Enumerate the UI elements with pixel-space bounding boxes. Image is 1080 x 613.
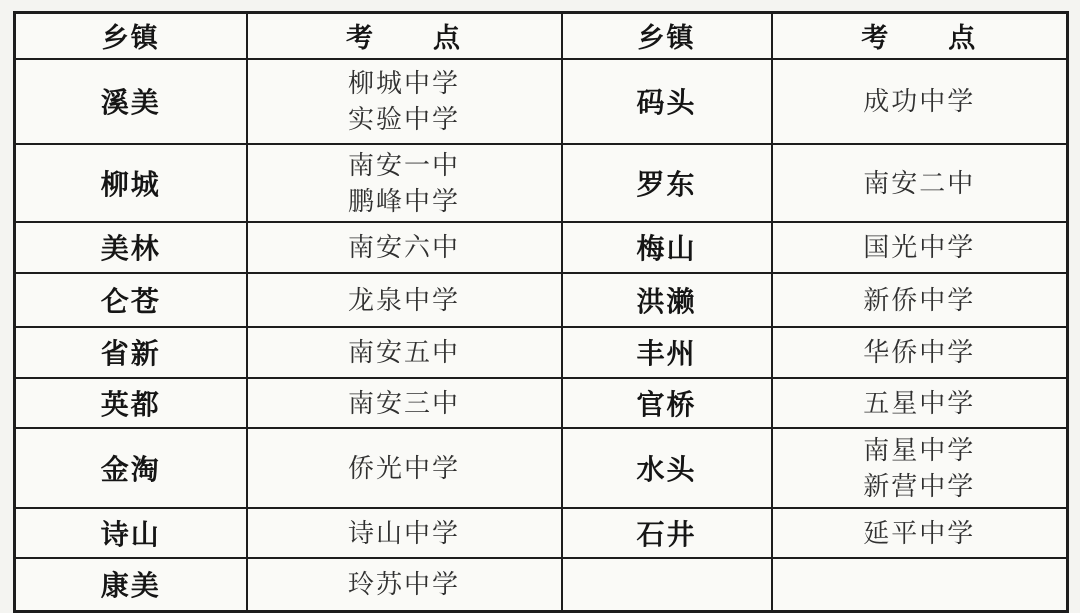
town-cell: 仑苍 <box>15 273 247 327</box>
exam-table-body <box>15 59 1068 612</box>
town-cell: 官桥 <box>562 378 772 428</box>
site-line: 南安二中 <box>863 167 976 198</box>
town-cell: 康美 <box>15 558 247 612</box>
table-row <box>15 508 1068 558</box>
table-row <box>15 558 1068 612</box>
site-cell <box>247 59 562 144</box>
site-cell <box>247 428 562 508</box>
header-town-left: 乡镇 <box>15 13 247 59</box>
site-line: 玲苏中学 <box>347 569 460 600</box>
site-line: 诗山中学 <box>347 517 460 548</box>
site-cell <box>247 327 562 378</box>
town-cell: 美林 <box>15 222 247 273</box>
town-cell: 英都 <box>15 378 247 428</box>
site-line: 南星中学 <box>863 434 976 465</box>
site-cell <box>247 378 562 428</box>
site-cell <box>247 222 562 273</box>
site-cell <box>772 508 1068 558</box>
town-cell: 水头 <box>562 428 772 508</box>
site-line: 鹏峰中学 <box>347 185 460 216</box>
site-line: 延平中学 <box>863 517 976 548</box>
town-cell: 诗山 <box>15 508 247 558</box>
site-line: 国光中学 <box>863 232 976 262</box>
site-cell <box>772 558 1068 612</box>
site-line: 新侨中学 <box>863 284 976 315</box>
header-site-left: 考 点 <box>247 13 562 59</box>
table-row <box>15 327 1068 378</box>
site-line: 新营中学 <box>863 470 976 501</box>
site-line: 龙泉中学 <box>347 284 460 315</box>
site-line: 华侨中学 <box>863 337 976 367</box>
site-cell <box>247 558 562 612</box>
town-cell: 柳城 <box>15 144 247 222</box>
site-cell <box>772 327 1068 378</box>
town-cell: 溪美 <box>15 59 247 144</box>
table-header <box>15 13 1068 59</box>
town-cell: 梅山 <box>562 222 772 273</box>
town-cell: 丰州 <box>562 327 772 378</box>
site-line: 成功中学 <box>863 86 976 116</box>
header-town-right: 乡镇 <box>562 13 772 59</box>
town-cell: 罗东 <box>562 144 772 222</box>
exam-sites-table-wrap <box>13 11 1069 613</box>
table-row <box>15 222 1068 273</box>
town-cell <box>562 558 772 612</box>
table-row <box>15 378 1068 428</box>
header-site-right: 考 点 <box>772 13 1068 59</box>
site-line: 实验中学 <box>347 104 460 134</box>
town-cell: 码头 <box>562 59 772 144</box>
site-line: 侨光中学 <box>347 452 460 483</box>
town-cell: 石井 <box>562 508 772 558</box>
exam-sites-table <box>13 11 1069 613</box>
town-cell: 省新 <box>15 327 247 378</box>
site-cell <box>772 378 1068 428</box>
site-line: 南安五中 <box>347 337 460 367</box>
site-line: 南安一中 <box>347 149 460 180</box>
town-cell: 洪濑 <box>562 273 772 327</box>
table-row <box>15 59 1068 144</box>
town-cell: 金淘 <box>15 428 247 508</box>
site-line: 南安三中 <box>347 387 460 418</box>
site-cell <box>247 144 562 222</box>
site-line: 五星中学 <box>863 387 976 418</box>
site-cell <box>772 428 1068 508</box>
header-row <box>15 13 1068 59</box>
site-line: 柳城中学 <box>347 68 460 98</box>
site-cell <box>772 144 1068 222</box>
table-row <box>15 144 1068 222</box>
site-line: 南安六中 <box>347 232 460 262</box>
site-cell <box>247 273 562 327</box>
site-cell <box>247 508 562 558</box>
table-row <box>15 428 1068 508</box>
site-cell <box>772 222 1068 273</box>
site-cell <box>772 273 1068 327</box>
table-row <box>15 273 1068 327</box>
site-cell <box>772 59 1068 144</box>
